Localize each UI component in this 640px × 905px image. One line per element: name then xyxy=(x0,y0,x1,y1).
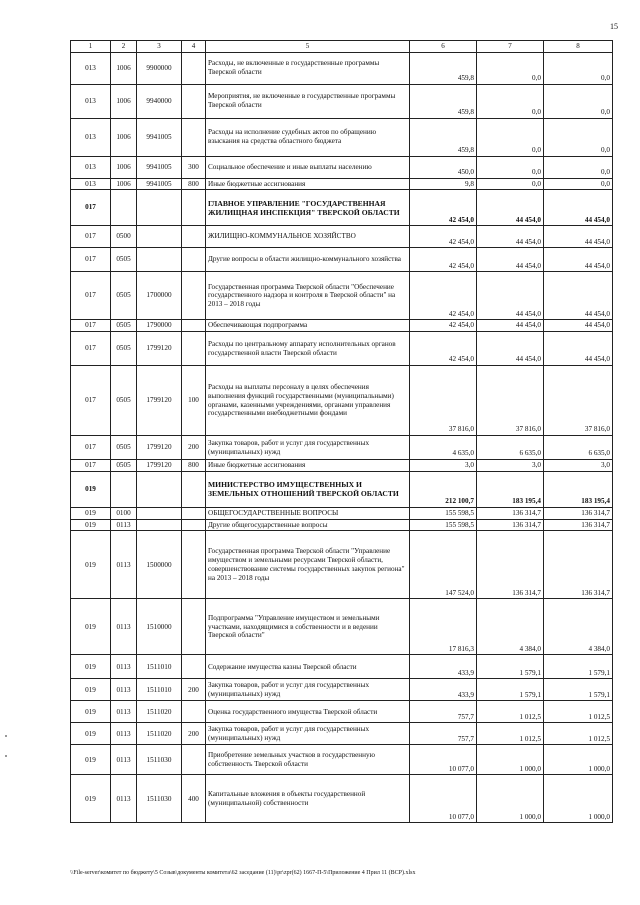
header-cell: 3 xyxy=(137,41,182,53)
ved-code-cell: 019 xyxy=(71,599,111,655)
value-col7-cell: 1 000,0 xyxy=(477,775,544,823)
value-col6-cell: 147 524,0 xyxy=(410,531,477,599)
ved-code-cell: 019 xyxy=(71,775,111,823)
table-row xyxy=(71,118,613,156)
description-cell: Приобретение земельных участков в государственную собственность Тверской области xyxy=(206,745,410,775)
table-row xyxy=(71,775,613,823)
value-col6-cell: 42 454,0 xyxy=(410,332,477,366)
table-header-row xyxy=(71,41,613,53)
table-row xyxy=(71,52,613,84)
target-code-cell: 1511020 xyxy=(137,701,182,723)
expense-type-cell xyxy=(182,531,206,599)
value-col7-cell: 0,0 xyxy=(477,156,544,178)
expense-type-cell: 800 xyxy=(182,460,206,472)
value-col8-cell: 1 579,1 xyxy=(544,679,613,701)
value-col8-cell: 0,0 xyxy=(544,84,613,118)
target-code-cell: 1511010 xyxy=(137,679,182,701)
target-code-cell: 1511010 xyxy=(137,655,182,679)
section-code-cell: 0113 xyxy=(111,701,137,723)
section-code-cell: 0113 xyxy=(111,745,137,775)
ved-code-cell: 017 xyxy=(71,248,111,272)
section-code-cell: 1006 xyxy=(111,118,137,156)
ved-code-cell: 017 xyxy=(71,332,111,366)
section-code-cell: 1006 xyxy=(111,156,137,178)
section-code-cell: 1006 xyxy=(111,52,137,84)
ved-code-cell: 019 xyxy=(71,723,111,745)
target-code-cell: 1511020 xyxy=(137,723,182,745)
target-code-cell xyxy=(137,519,182,531)
description-cell: Государственная программа Тверской области "Управление имуществом и земельными ресурсами Тверской области, совершенствование системы государственных закупок региона" на 2013 – 2018 годы xyxy=(206,531,410,599)
value-col6-cell: 4 635,0 xyxy=(410,436,477,460)
value-col6-cell: 17 816,3 xyxy=(410,599,477,655)
ved-code-cell: 017 xyxy=(71,272,111,320)
section-code-cell: 0505 xyxy=(111,436,137,460)
ved-code-cell: 017 xyxy=(71,226,111,248)
file-path-footer: \\File-server\комитет по бюджету\5 Созыв\документы комитета\62 заседание (11)\pr\zpr(62) 1667-П-5\Приложение 4 Прил 11 (ВСР).xlsx xyxy=(70,870,416,876)
value-col8-cell: 1 012,5 xyxy=(544,723,613,745)
header-cell: 2 xyxy=(111,41,137,53)
value-col7-cell: 1 012,5 xyxy=(477,723,544,745)
description-cell: МИНИСТЕРСТВО ИМУЩЕСТВЕННЫХ И ЗЕМЕЛЬНЫХ ОТНОШЕНИЙ ТВЕРСКОЙ ОБЛАСТИ xyxy=(206,471,410,507)
description-cell: Другие общегосударственные вопросы xyxy=(206,519,410,531)
ved-code-cell: 013 xyxy=(71,178,111,190)
description-cell: Закупка товаров, работ и услуг для государственных (муниципальных) нужд xyxy=(206,679,410,701)
value-col6-cell: 459,8 xyxy=(410,118,477,156)
target-code-cell: 1790000 xyxy=(137,320,182,332)
value-col7-cell: 183 195,4 xyxy=(477,471,544,507)
section-code-cell xyxy=(111,471,137,507)
section-code-cell: 0505 xyxy=(111,332,137,366)
ved-code-cell: 017 xyxy=(71,436,111,460)
value-col7-cell: 1 579,1 xyxy=(477,655,544,679)
section-code-cell: 0113 xyxy=(111,655,137,679)
description-cell: Капитальные вложения в объекты государственной (муниципальной) собственности xyxy=(206,775,410,823)
value-col8-cell: 183 195,4 xyxy=(544,471,613,507)
table-row xyxy=(71,320,613,332)
value-col6-cell: 42 454,0 xyxy=(410,272,477,320)
value-col8-cell: 0,0 xyxy=(544,52,613,84)
value-col7-cell: 1 579,1 xyxy=(477,679,544,701)
expense-type-cell: 200 xyxy=(182,723,206,745)
value-col7-cell: 37 816,0 xyxy=(477,366,544,436)
table-row xyxy=(71,366,613,436)
value-col7-cell: 136 314,7 xyxy=(477,531,544,599)
expense-type-cell: 400 xyxy=(182,775,206,823)
target-code-cell: 1511030 xyxy=(137,775,182,823)
description-cell: Расходы, не включенные в государственные программы Тверской области xyxy=(206,52,410,84)
description-cell: Иные бюджетные ассигнования xyxy=(206,178,410,190)
value-col8-cell: 44 454,0 xyxy=(544,248,613,272)
description-cell: ЖИЛИЩНО-КОММУНАЛЬНОЕ ХОЗЯЙСТВО xyxy=(206,226,410,248)
value-col8-cell: 44 454,0 xyxy=(544,272,613,320)
value-col6-cell: 212 100,7 xyxy=(410,471,477,507)
value-col7-cell: 136 314,7 xyxy=(477,519,544,531)
description-cell: Закупка товаров, работ и услуг для государственных (муниципальных) нужд xyxy=(206,723,410,745)
value-col8-cell: 1 012,5 xyxy=(544,701,613,723)
table-row xyxy=(71,190,613,226)
value-col6-cell: 10 077,0 xyxy=(410,745,477,775)
value-col6-cell: 42 454,0 xyxy=(410,320,477,332)
expense-type-cell xyxy=(182,599,206,655)
value-col7-cell: 44 454,0 xyxy=(477,226,544,248)
ved-code-cell: 017 xyxy=(71,366,111,436)
value-col6-cell: 3,0 xyxy=(410,460,477,472)
value-col7-cell: 0,0 xyxy=(477,178,544,190)
target-code-cell: 1500000 xyxy=(137,531,182,599)
value-col8-cell: 136 314,7 xyxy=(544,531,613,599)
value-col6-cell: 9,8 xyxy=(410,178,477,190)
expense-type-cell xyxy=(182,190,206,226)
description-cell: Другие вопросы в области жилищно-коммунального хозяйства xyxy=(206,248,410,272)
target-code-cell xyxy=(137,190,182,226)
section-code-cell xyxy=(111,190,137,226)
value-col7-cell: 1 000,0 xyxy=(477,745,544,775)
ved-code-cell: 013 xyxy=(71,156,111,178)
ved-code-cell: 017 xyxy=(71,190,111,226)
target-code-cell: 1799120 xyxy=(137,436,182,460)
expense-type-cell xyxy=(182,519,206,531)
value-col6-cell: 757,7 xyxy=(410,701,477,723)
value-col8-cell: 1 000,0 xyxy=(544,775,613,823)
ved-code-cell: 019 xyxy=(71,507,111,519)
ved-code-cell: 017 xyxy=(71,460,111,472)
value-col8-cell: 1 000,0 xyxy=(544,745,613,775)
value-col8-cell: 136 314,7 xyxy=(544,519,613,531)
target-code-cell: 9941005 xyxy=(137,156,182,178)
section-code-cell: 0113 xyxy=(111,519,137,531)
value-col7-cell: 136 314,7 xyxy=(477,507,544,519)
table-row xyxy=(71,84,613,118)
ved-code-cell: 019 xyxy=(71,679,111,701)
value-col8-cell: 1 579,1 xyxy=(544,655,613,679)
ved-code-cell: 019 xyxy=(71,531,111,599)
value-col8-cell: 3,0 xyxy=(544,460,613,472)
table-row xyxy=(71,599,613,655)
expense-type-cell: 200 xyxy=(182,436,206,460)
target-code-cell: 9900000 xyxy=(137,52,182,84)
expense-type-cell: 300 xyxy=(182,156,206,178)
expense-type-cell xyxy=(182,272,206,320)
description-cell: ОБЩЕГОСУДАРСТВЕННЫЕ ВОПРОСЫ xyxy=(206,507,410,519)
table-row xyxy=(71,436,613,460)
expense-type-cell xyxy=(182,226,206,248)
value-col6-cell: 757,7 xyxy=(410,723,477,745)
value-col8-cell: 0,0 xyxy=(544,178,613,190)
budget-table xyxy=(70,40,613,823)
description-cell: Содержание имущества казны Тверской области xyxy=(206,655,410,679)
description-cell: Государственная программа Тверской области "Обеспечение государственного надзора и контроля в Тверской области" на 2013 – 2018 годы xyxy=(206,272,410,320)
description-cell: Закупка товаров, работ и услуг для государственных (муниципальных) нужд xyxy=(206,436,410,460)
expense-type-cell xyxy=(182,701,206,723)
expense-type-cell: 200 xyxy=(182,679,206,701)
value-col8-cell: 4 384,0 xyxy=(544,599,613,655)
target-code-cell: 1510000 xyxy=(137,599,182,655)
table-row xyxy=(71,679,613,701)
value-col7-cell: 44 454,0 xyxy=(477,272,544,320)
section-code-cell: 0113 xyxy=(111,679,137,701)
ved-code-cell: 013 xyxy=(71,118,111,156)
target-code-cell xyxy=(137,507,182,519)
scan-mark xyxy=(5,735,7,737)
value-col8-cell: 0,0 xyxy=(544,156,613,178)
value-col8-cell: 0,0 xyxy=(544,118,613,156)
target-code-cell xyxy=(137,226,182,248)
section-code-cell: 0505 xyxy=(111,272,137,320)
table-row xyxy=(71,471,613,507)
value-col6-cell: 10 077,0 xyxy=(410,775,477,823)
expense-type-cell xyxy=(182,84,206,118)
target-code-cell: 9941005 xyxy=(137,178,182,190)
section-code-cell: 0113 xyxy=(111,531,137,599)
table-row xyxy=(71,745,613,775)
value-col6-cell: 450,0 xyxy=(410,156,477,178)
section-code-cell: 0505 xyxy=(111,248,137,272)
value-col6-cell: 155 598,5 xyxy=(410,507,477,519)
table-row xyxy=(71,723,613,745)
section-code-cell: 0113 xyxy=(111,775,137,823)
value-col6-cell: 42 454,0 xyxy=(410,226,477,248)
table-row xyxy=(71,248,613,272)
value-col6-cell: 155 598,5 xyxy=(410,519,477,531)
ved-code-cell: 019 xyxy=(71,471,111,507)
header-cell: 7 xyxy=(477,41,544,53)
header-cell: 5 xyxy=(206,41,410,53)
section-code-cell: 0113 xyxy=(111,723,137,745)
description-cell: Расходы на исполнение судебных актов по обращению взыскания на средства областного бюджета xyxy=(206,118,410,156)
value-col7-cell: 44 454,0 xyxy=(477,248,544,272)
value-col7-cell: 6 635,0 xyxy=(477,436,544,460)
expense-type-cell xyxy=(182,655,206,679)
value-col6-cell: 433,9 xyxy=(410,679,477,701)
expense-type-cell xyxy=(182,507,206,519)
target-code-cell: 1700000 xyxy=(137,272,182,320)
value-col8-cell: 44 454,0 xyxy=(544,226,613,248)
value-col7-cell: 44 454,0 xyxy=(477,190,544,226)
value-col7-cell: 1 012,5 xyxy=(477,701,544,723)
target-code-cell: 1799120 xyxy=(137,460,182,472)
ved-code-cell: 019 xyxy=(71,745,111,775)
table-row xyxy=(71,460,613,472)
description-cell: Мероприятия, не включенные в государственные программы Тверской области xyxy=(206,84,410,118)
section-code-cell: 0505 xyxy=(111,366,137,436)
expense-type-cell: 800 xyxy=(182,178,206,190)
description-cell: Социальное обеспечение и иные выплаты населению xyxy=(206,156,410,178)
table-row xyxy=(71,507,613,519)
table-row xyxy=(71,701,613,723)
table-row xyxy=(71,332,613,366)
value-col8-cell: 37 816,0 xyxy=(544,366,613,436)
value-col8-cell: 6 635,0 xyxy=(544,436,613,460)
target-code-cell: 9940000 xyxy=(137,84,182,118)
value-col8-cell: 136 314,7 xyxy=(544,507,613,519)
section-code-cell: 1006 xyxy=(111,178,137,190)
value-col7-cell: 0,0 xyxy=(477,118,544,156)
description-cell: Обеспечивающая подпрограмма xyxy=(206,320,410,332)
value-col7-cell: 44 454,0 xyxy=(477,332,544,366)
section-code-cell: 0500 xyxy=(111,226,137,248)
target-code-cell: 1511030 xyxy=(137,745,182,775)
table-row xyxy=(71,178,613,190)
table-row xyxy=(71,531,613,599)
value-col6-cell: 433,9 xyxy=(410,655,477,679)
value-col8-cell: 44 454,0 xyxy=(544,320,613,332)
value-col7-cell: 4 384,0 xyxy=(477,599,544,655)
value-col7-cell: 3,0 xyxy=(477,460,544,472)
table-row xyxy=(71,519,613,531)
expense-type-cell xyxy=(182,332,206,366)
section-code-cell: 0113 xyxy=(111,599,137,655)
header-cell: 8 xyxy=(544,41,613,53)
expense-type-cell xyxy=(182,52,206,84)
description-cell: Оценка государственного имущества Тверской области xyxy=(206,701,410,723)
header-cell: 6 xyxy=(410,41,477,53)
ved-code-cell: 013 xyxy=(71,84,111,118)
expense-type-cell xyxy=(182,118,206,156)
value-col7-cell: 44 454,0 xyxy=(477,320,544,332)
value-col6-cell: 459,8 xyxy=(410,52,477,84)
section-code-cell: 1006 xyxy=(111,84,137,118)
ved-code-cell: 019 xyxy=(71,655,111,679)
description-cell: Иные бюджетные ассигнования xyxy=(206,460,410,472)
ved-code-cell: 019 xyxy=(71,701,111,723)
expense-type-cell: 100 xyxy=(182,366,206,436)
header-cell: 1 xyxy=(71,41,111,53)
table-row xyxy=(71,655,613,679)
value-col6-cell: 37 816,0 xyxy=(410,366,477,436)
description-cell: Расходы по центральному аппарату исполнительных органов государственной власти Тверской области xyxy=(206,332,410,366)
table-row xyxy=(71,156,613,178)
description-cell: Подпрограмма "Управление имуществом и земельными участками, находящимися в собственности и в ведении Тверской области" xyxy=(206,599,410,655)
expense-type-cell xyxy=(182,471,206,507)
expense-type-cell xyxy=(182,745,206,775)
expense-type-cell xyxy=(182,248,206,272)
ved-code-cell: 017 xyxy=(71,320,111,332)
target-code-cell: 9941005 xyxy=(137,118,182,156)
section-code-cell: 0505 xyxy=(111,460,137,472)
value-col7-cell: 0,0 xyxy=(477,52,544,84)
description-cell: Расходы на выплаты персоналу в целях обеспечения выполнения функций государственными (муниципальными) органами, казенными учреждениями, органами управления государственными внебюджетными фондами xyxy=(206,366,410,436)
table-row xyxy=(71,226,613,248)
section-code-cell: 0505 xyxy=(111,320,137,332)
value-col6-cell: 42 454,0 xyxy=(410,248,477,272)
header-cell: 4 xyxy=(182,41,206,53)
target-code-cell: 1799120 xyxy=(137,332,182,366)
scan-mark xyxy=(5,755,7,757)
value-col6-cell: 459,8 xyxy=(410,84,477,118)
value-col8-cell: 44 454,0 xyxy=(544,190,613,226)
description-cell: ГЛАВНОЕ УПРАВЛЕНИЕ "ГОСУДАРСТВЕННАЯ ЖИЛИЩНАЯ ИНСПЕКЦИЯ" ТВЕРСКОЙ ОБЛАСТИ xyxy=(206,190,410,226)
expense-type-cell xyxy=(182,320,206,332)
table-row xyxy=(71,272,613,320)
ved-code-cell: 019 xyxy=(71,519,111,531)
ved-code-cell: 013 xyxy=(71,52,111,84)
section-code-cell: 0100 xyxy=(111,507,137,519)
value-col6-cell: 42 454,0 xyxy=(410,190,477,226)
page-number: 15 xyxy=(610,22,618,31)
value-col7-cell: 0,0 xyxy=(477,84,544,118)
value-col8-cell: 44 454,0 xyxy=(544,332,613,366)
target-code-cell xyxy=(137,471,182,507)
target-code-cell xyxy=(137,248,182,272)
target-code-cell: 1799120 xyxy=(137,366,182,436)
